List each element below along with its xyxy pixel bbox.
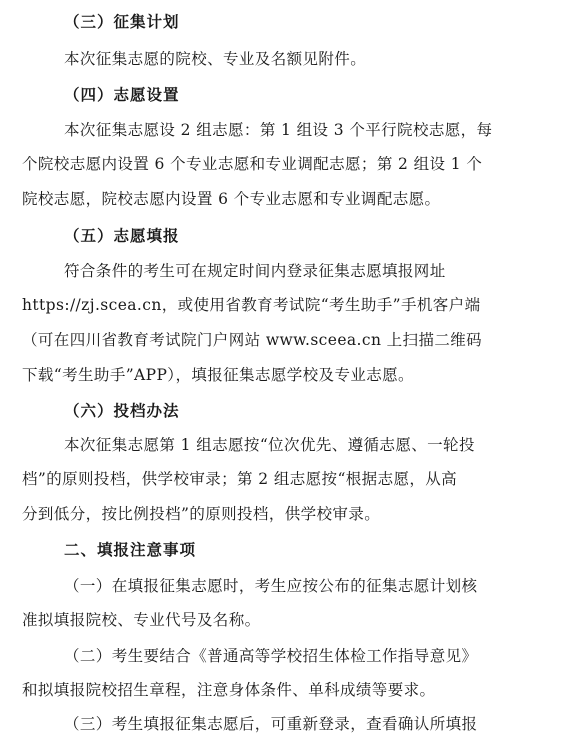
paragraph-line: 个院校志愿内设置 6 个专业志愿和专业调配志愿；第 2 组设 1 个	[22, 155, 483, 173]
paragraph-line: （二）考生要结合《普通高等学校招生体检工作指导意见》	[64, 647, 478, 665]
section-heading-admission: （六）投档办法	[64, 401, 180, 420]
paragraph-line: 本次征集志愿设 2 组志愿：第 1 组设 3 个平行院校志愿，每	[64, 121, 493, 139]
paragraph-line: 下载“考生助手”APP），填报征集志愿学校及专业志愿。	[22, 366, 414, 384]
paragraph-line: （三）考生填报征集志愿后，可重新登录，查看确认所填报	[64, 715, 478, 733]
paragraph-line: 准拟填报院校、专业代号及名称。	[22, 611, 261, 629]
section-heading-settings: （四）志愿设置	[64, 85, 180, 104]
paragraph-line: 本次征集志愿第 1 组志愿按“位次优先、遵循志愿、一轮投	[64, 436, 475, 454]
paragraph-line: 本次征集志愿的院校、专业及名额见附件。	[64, 50, 367, 68]
paragraph-line: （一）在填报征集志愿时，考生应按公布的征集志愿计划核	[64, 577, 478, 595]
paragraph-line: 符合条件的考生可在规定时间内登录征集志愿填报网址	[64, 262, 446, 280]
section-heading-notes: 二、填报注意事项	[64, 540, 197, 559]
section-heading-plan: （三）征集计划	[64, 12, 180, 31]
paragraph-line: （可在四川省教育考试院门户网站 www.sceea.cn 上扫描二维码	[22, 331, 483, 349]
paragraph-line: 院校志愿，院校志愿内设置 6 个专业志愿和专业调配志愿。	[22, 190, 441, 208]
paragraph-line: 档”的原则投档，供学校审录；第 2 组志愿按“根据志愿，从高	[22, 470, 458, 488]
paragraph-line: 分到低分，按比例投档”的原则投档，供学校审录。	[22, 505, 381, 523]
section-heading-filling: （五）志愿填报	[64, 226, 180, 245]
paragraph-line: 和拟填报院校招生章程，注意身体条件、单科成绩等要求。	[22, 681, 436, 699]
paragraph-line: https://zj.scea.cn，或使用省教育考试院“考生助手”手机客户端	[22, 296, 481, 314]
